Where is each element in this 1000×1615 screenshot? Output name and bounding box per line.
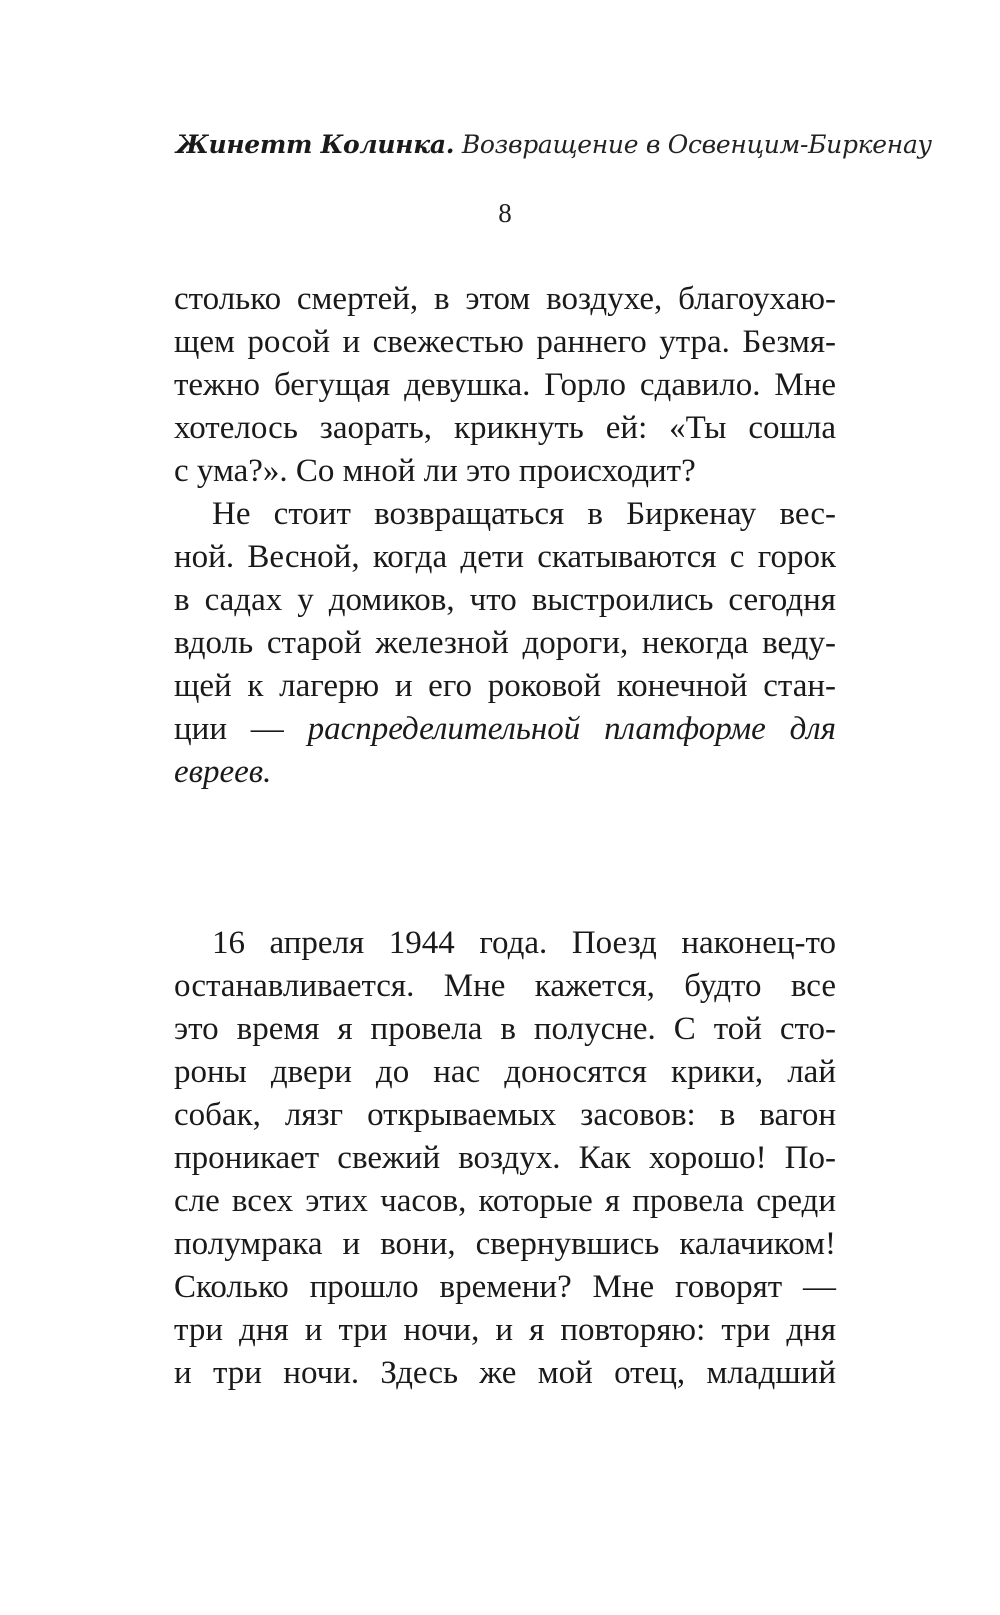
text-line: останавливается. Мне кажется, будто все [174, 968, 836, 1004]
text-line: щей к лагерю и его роковой конечной стан- [174, 668, 836, 704]
text-line: проникает свежий воздух. Как хорошо! По- [174, 1140, 836, 1176]
italic-emphasis: евреев. [174, 754, 272, 790]
text-line: полумрака и вони, свернувшись калачиком! [174, 1226, 836, 1262]
text-line: 16 апреля 1944 года. Поезд наконец-то [212, 925, 836, 961]
text-line: вдоль старой железной дороги, некогда веду- [174, 625, 836, 661]
text-line: хотелось заорать, крикнуть ей: «Ты сошла [174, 410, 836, 446]
author-name: Жинетт Колинка. [176, 130, 455, 159]
text-line: тежно бегущая девушка. Горло сдавило. Мне [174, 367, 836, 403]
text-line: ной. Весной, когда дети скатываются с горок [174, 539, 836, 575]
text-span: ции — [174, 711, 308, 747]
text-line: в садах у домиков, что выстроились сегодня [174, 582, 836, 618]
text-line [174, 751, 836, 794]
text-line: собак, лязг открываемых засовов: в вагон [174, 1097, 836, 1133]
text-line: роны двери до нас доносятся крики, лай [174, 1054, 836, 1090]
text-line: это время я провела в полусне. С той сто- [174, 1011, 836, 1047]
text-line: щем росой и свежестью раннего утра. Безмя- [174, 324, 836, 360]
running-head [176, 130, 932, 159]
text-line: столько смертей, в этом воздухе, благоухаю- [174, 281, 836, 317]
book-title: Возвращение в Освенцим-Биркенау [461, 130, 932, 159]
text-line: и три ночи. Здесь же мой отец, младший [174, 1355, 836, 1391]
text-line [174, 708, 836, 751]
text-line: три дня и три ночи, и я повторяю: три дня [174, 1312, 836, 1348]
text-line: с ума?». Со мной ли это происходит? [174, 453, 696, 489]
text-line: сле всех этих часов, которые я провела среди [174, 1183, 836, 1219]
page-number: 8 [498, 198, 512, 228]
text-line: Сколько прошло времени? Мне говорят — [174, 1269, 836, 1305]
italic-emphasis: распределительной платформе для [307, 711, 836, 747]
text-line: Не стоит возвращаться в Биркенау вес- [212, 496, 836, 532]
